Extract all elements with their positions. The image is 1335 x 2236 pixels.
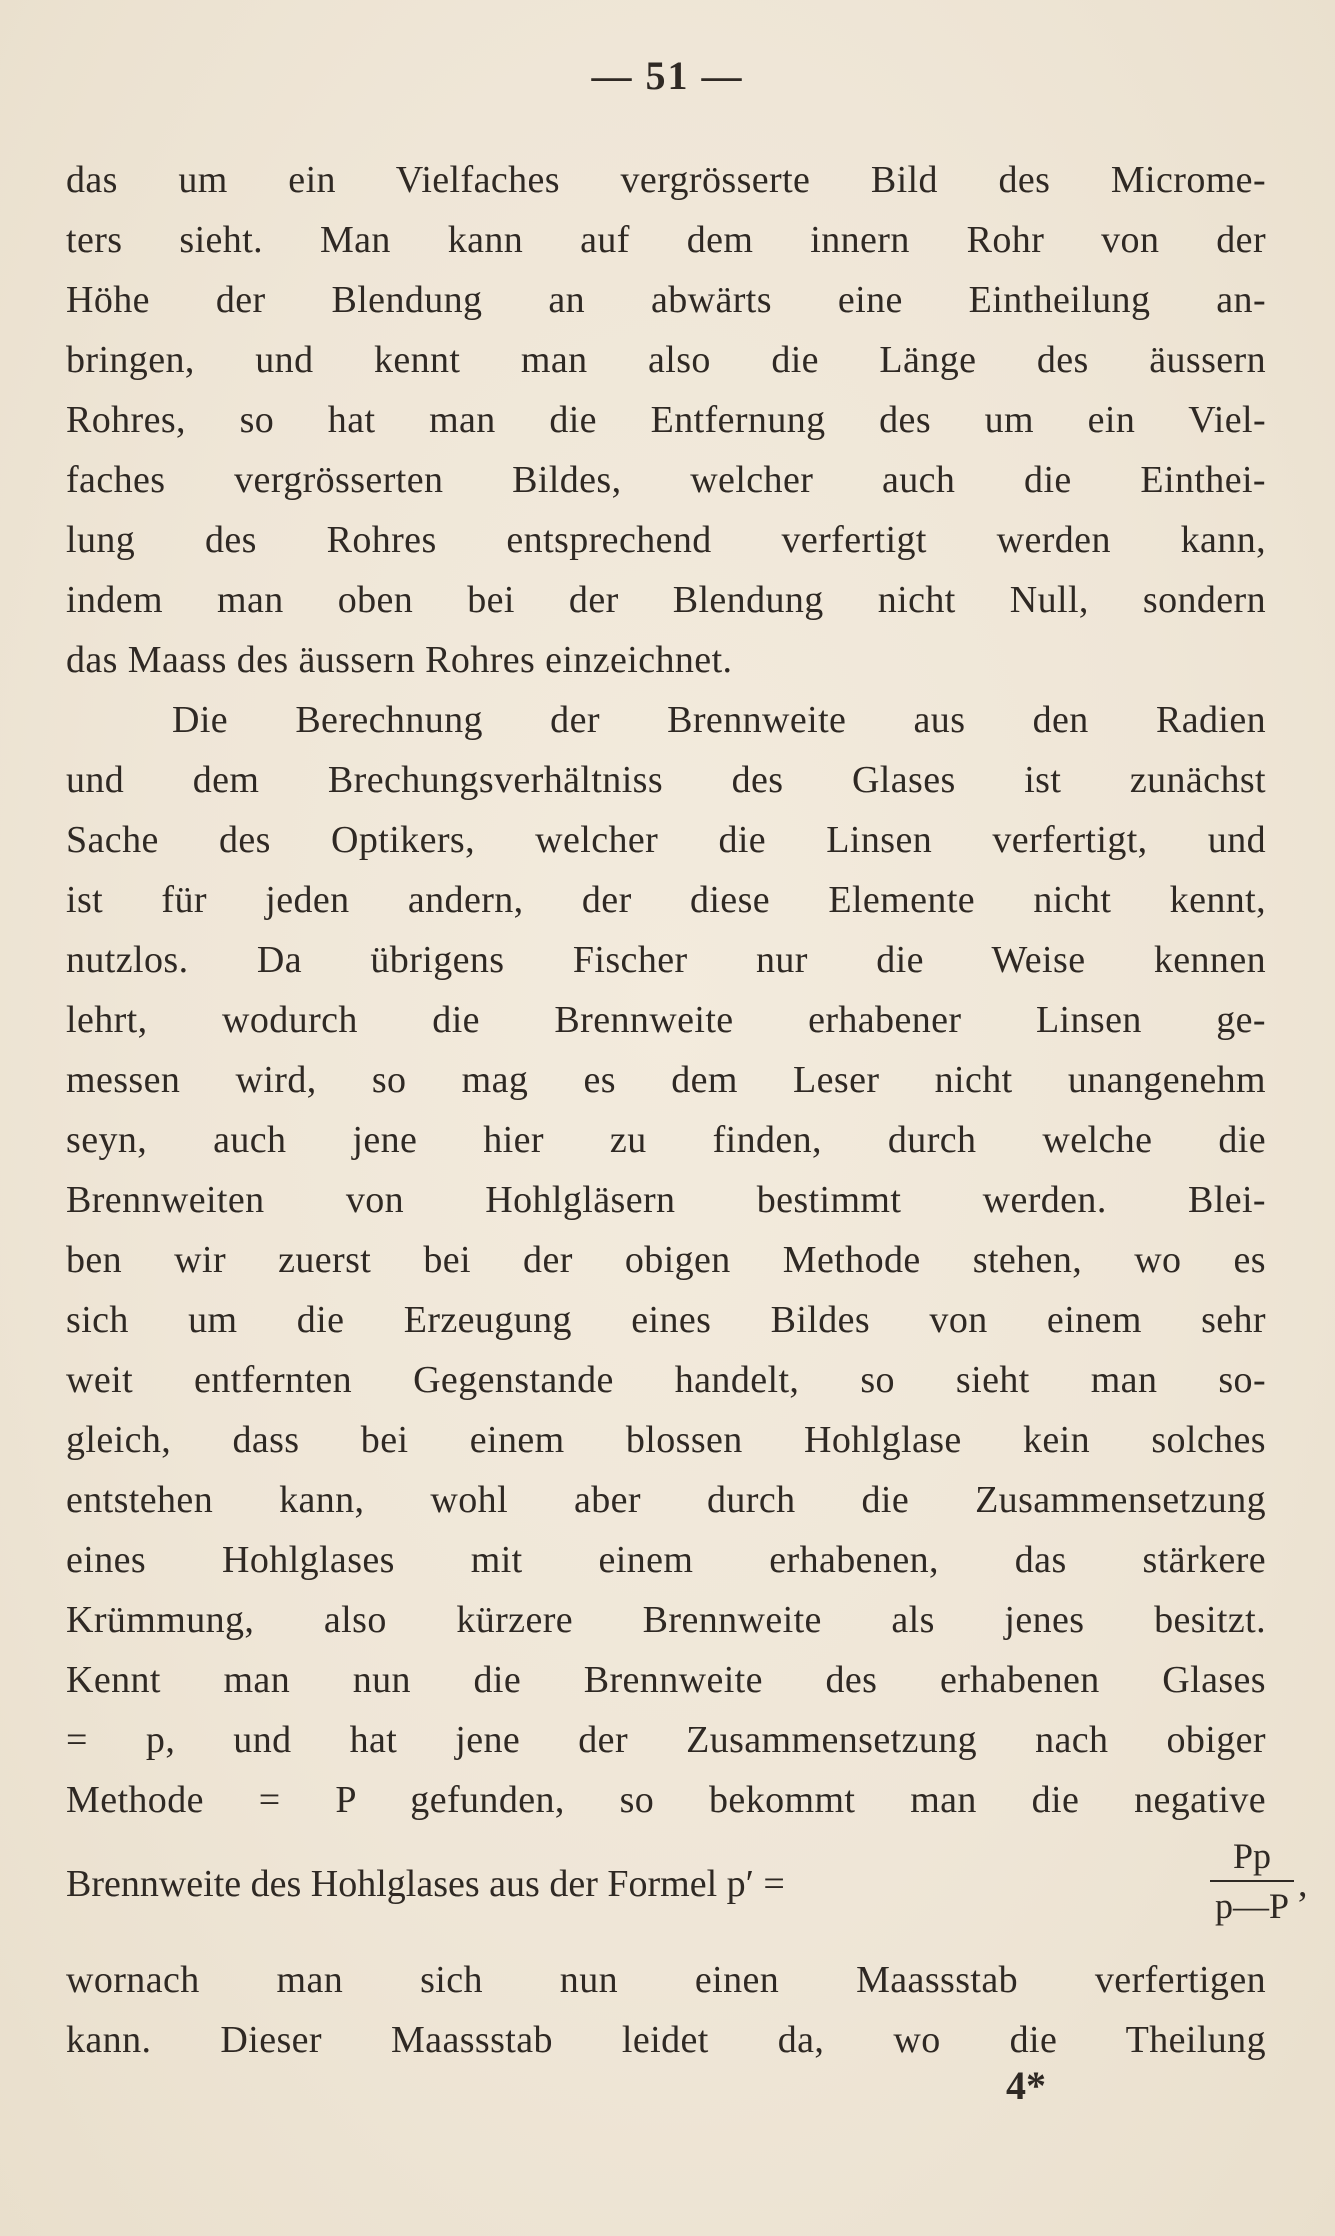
text-line: Brennweiten von Hohlgläsern bestimmt werden. Blei-	[66, 1179, 1266, 1221]
text-line: Krümmung, also kürzere Brennweite als jenes besitzt.	[66, 1599, 1266, 1641]
text-line: lung des Rohres entsprechend verfertigt werden kann,	[66, 519, 1266, 561]
text-line: eines Hohlglases mit einem erhabenen, das stärkere	[66, 1539, 1266, 1581]
text-line: Höhe der Blendung an abwärts eine Eintheilung an-	[66, 279, 1266, 321]
text-line: das um ein Vielfaches vergrösserte Bild des Microme-	[66, 159, 1266, 201]
fraction-numerator: Pp	[1232, 1836, 1272, 1876]
text-line: messen wird, so mag es dem Leser nicht unangenehm	[66, 1059, 1266, 1101]
text-line: weit entfernten Gegenstande handelt, so sieht man so-	[66, 1359, 1266, 1401]
formula-comma: ,	[1298, 1863, 1308, 1905]
text-line: ben wir zuerst bei der obigen Methode stehen, wo es	[66, 1239, 1266, 1281]
text-line: Methode = P gefunden, so bekommt man die negative	[66, 1779, 1266, 1821]
text-line: kann. Dieser Maassstab leidet da, wo die Theilung	[66, 2019, 1266, 2061]
text-line: das Maass des äussern Rohres einzeichnet.	[66, 639, 733, 681]
text-line: faches vergrösserten Bildes, welcher auch die Einthei-	[66, 459, 1266, 501]
formula-line	[66, 1830, 1308, 1950]
text-line: bringen, und kennt man also die Länge des äussern	[66, 339, 1266, 381]
text-line: ist für jeden andern, der diese Elemente nicht kennt,	[66, 879, 1266, 921]
text-line: wornach man sich nun einen Maassstab verfertigen	[66, 1959, 1266, 2001]
text-line: seyn, auch jene hier zu finden, durch welche die	[66, 1119, 1266, 1161]
paragraph-start-line: Die Berechnung der Brennweite aus den Radien	[172, 699, 1266, 741]
text-line: entstehen kann, wohl aber durch die Zusammensetzung	[66, 1479, 1266, 1521]
text-line: Rohres, so hat man die Entfernung des um ein Viel-	[66, 399, 1266, 441]
text-line: = p, und hat jene der Zusammensetzung nach obiger	[66, 1719, 1266, 1761]
text-line: lehrt, wodurch die Brennweite erhabener Linsen ge-	[66, 999, 1266, 1041]
text-line: Sache des Optikers, welcher die Linsen verfertigt, und	[66, 819, 1266, 861]
text-line: Kennt man nun die Brennweite des erhabenen Glases	[66, 1659, 1266, 1701]
text-line: nutzlos. Da übrigens Fischer nur die Weise kennen	[66, 939, 1266, 981]
page-number: — 51 —	[591, 53, 744, 98]
fraction-bar	[1210, 1880, 1294, 1882]
text-line: indem man oben bei der Blendung nicht Null, sondern	[66, 579, 1266, 621]
body-text	[66, 150, 1308, 2070]
fraction-denominator: p—P	[1214, 1886, 1290, 1926]
text-line: und dem Brechungsverhältniss des Glases ist zunächst	[66, 759, 1266, 801]
signature-mark: 4*	[1006, 2063, 1046, 2108]
text-line: ters sieht. Man kann auf dem innern Rohr von der	[66, 219, 1266, 261]
text-line: gleich, dass bei einem blossen Hohlglase kein solches	[66, 1419, 1266, 1461]
text-line: sich um die Erzeugung eines Bildes von einem sehr	[66, 1299, 1266, 1341]
formula-fraction	[1210, 1834, 1294, 1928]
formula-text: Brennweite des Hohlglases aus der Formel p′ =	[66, 1863, 785, 1905]
